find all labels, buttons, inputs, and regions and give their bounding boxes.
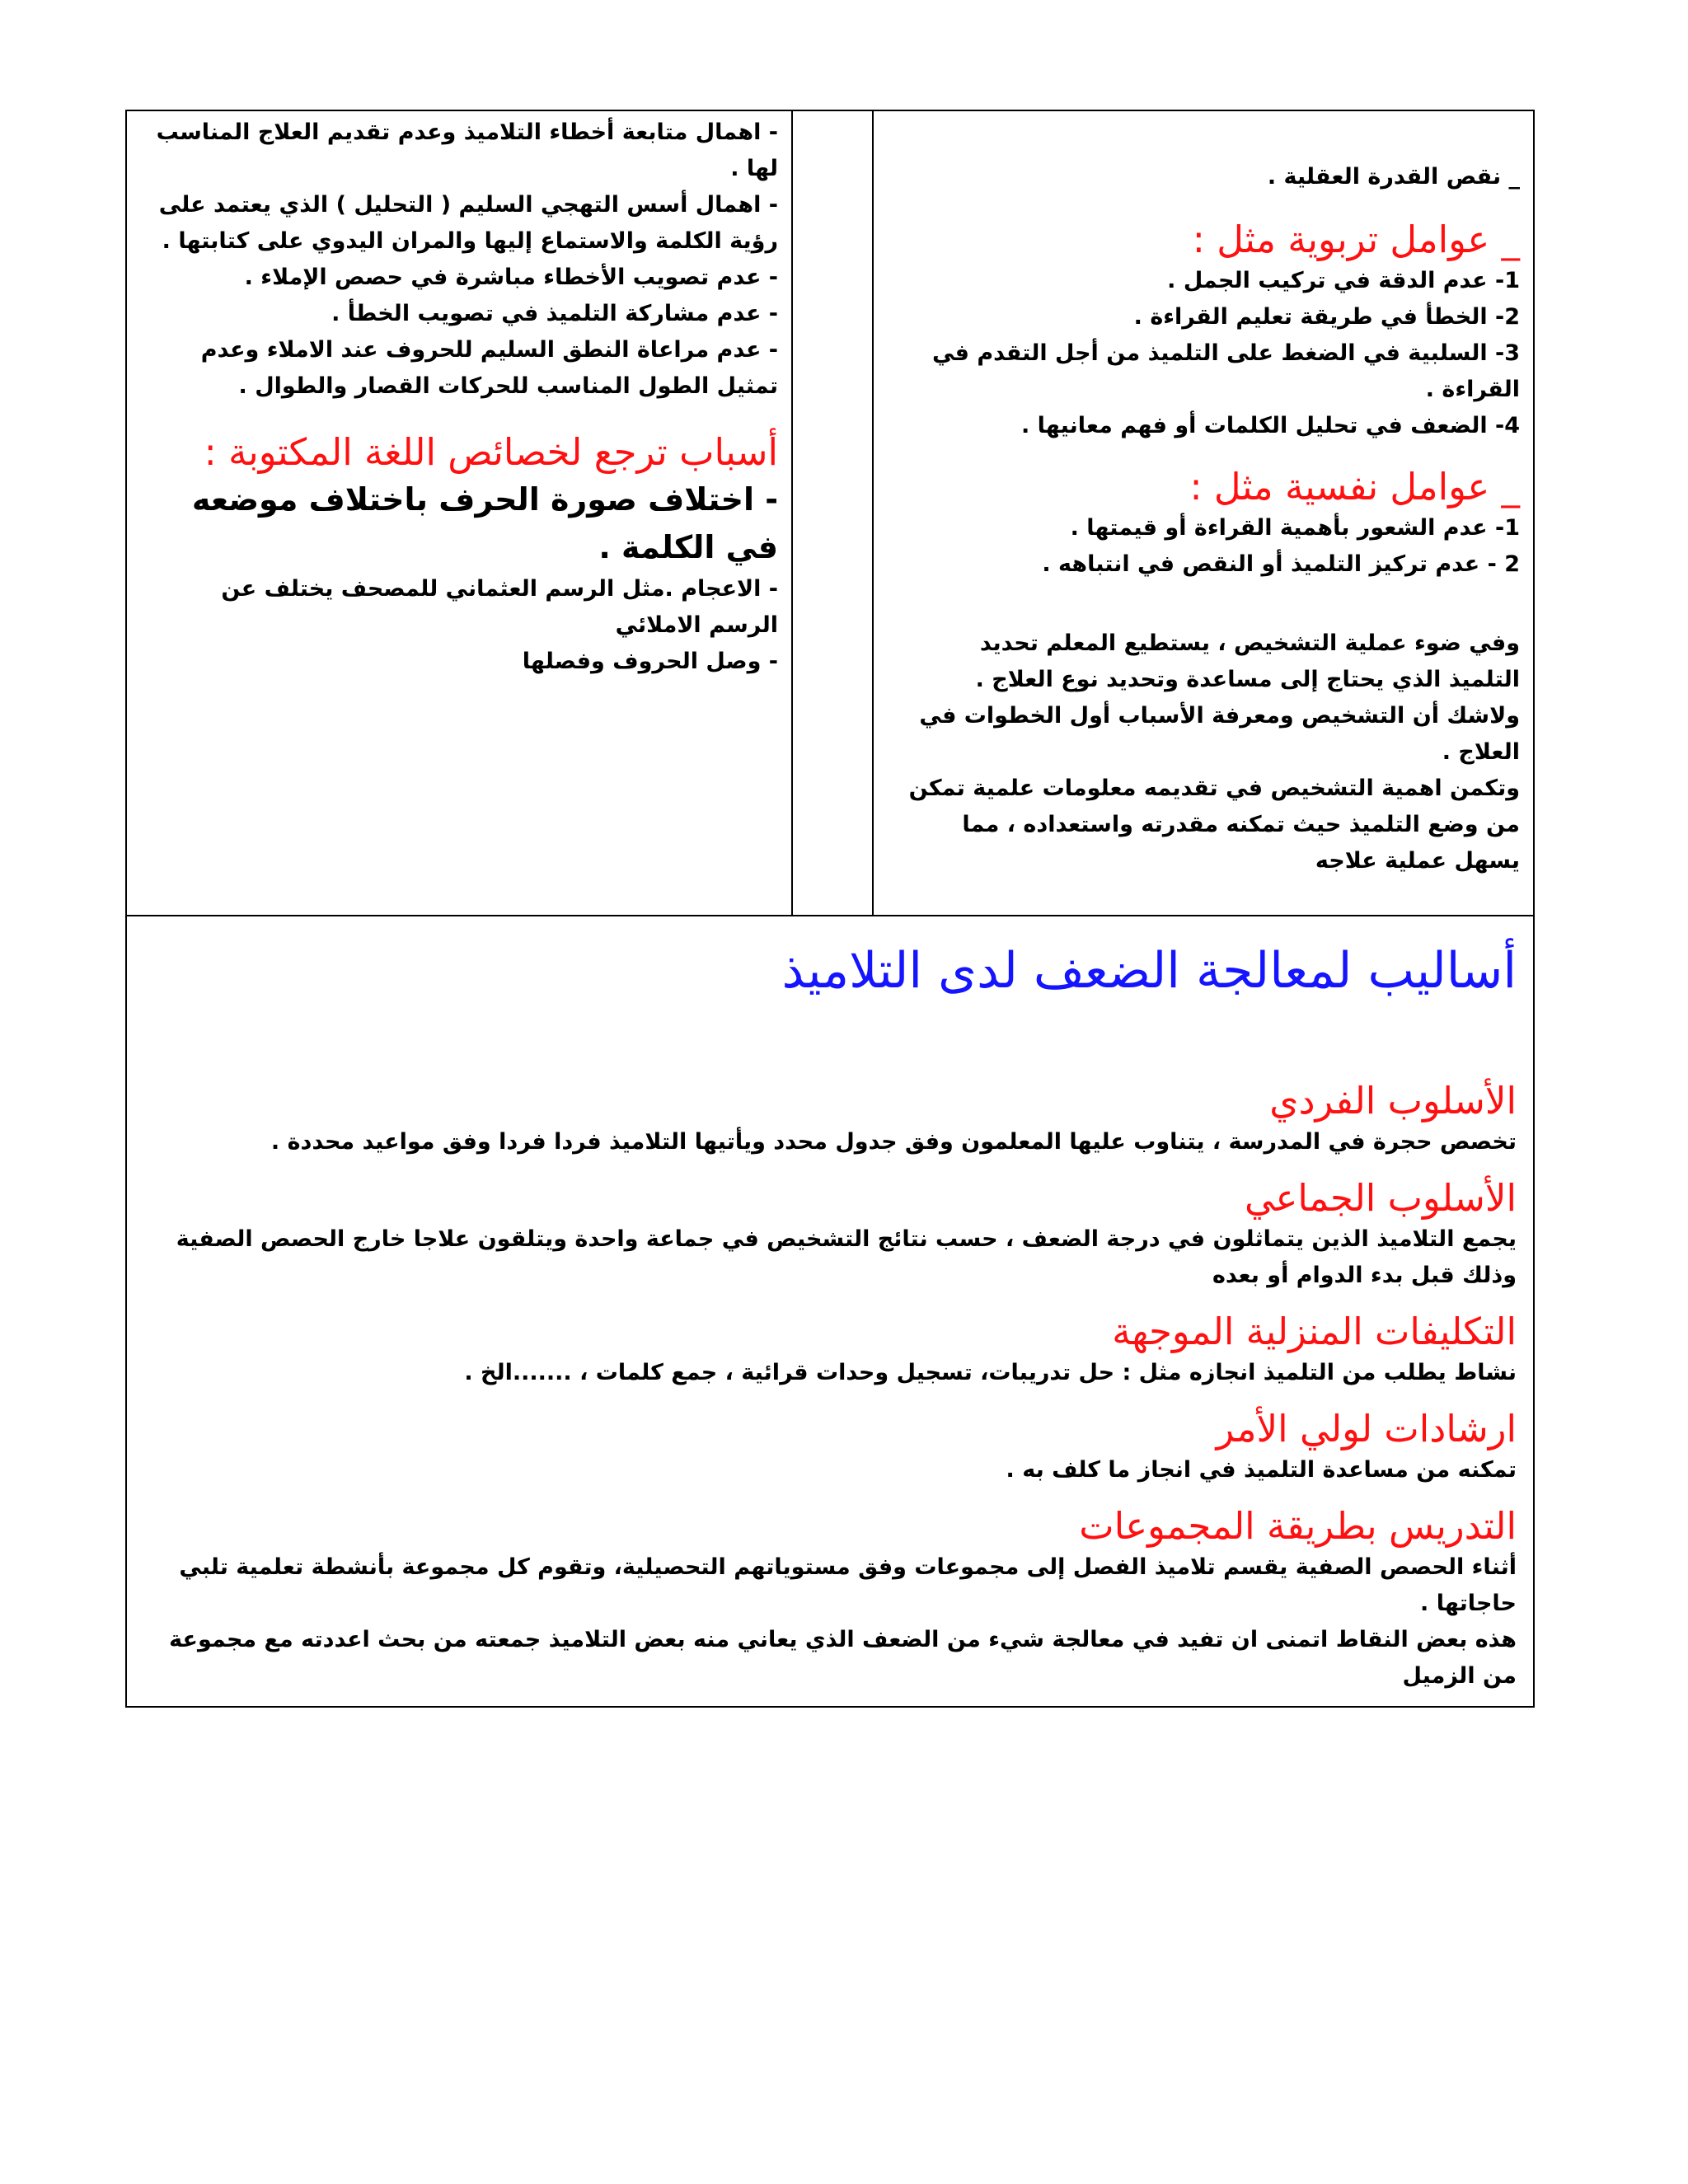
section-text: نشاط يطلب من التلميذ انجازه مثل : حل تدريبات، تسجيل وحدات قرائية ، جمع كلمات ، .......الخ . bbox=[464, 1360, 1517, 1385]
section-groups-teaching bbox=[143, 1503, 1517, 1694]
language-causes-heading: أسباب ترجع لخصائص اللغة المكتوبة : bbox=[204, 430, 778, 474]
list-item: 2 - عدم تركيز التلميذ أو النقص في انتباهه . bbox=[1042, 551, 1520, 577]
list-item: - اهمال متابعة أخطاء التلاميذ وعدم تقديم العلاج المناسب لها . bbox=[156, 120, 778, 181]
psy-heading: _ عوامل نفسية مثل : bbox=[1189, 465, 1520, 509]
highlight-item: - اختلاف صورة الحرف باختلاف موضعه في الكلمة . bbox=[191, 481, 778, 565]
edu-list bbox=[907, 263, 1520, 444]
list-item: 2- الخطأ في طريقة تعليم القراءة . bbox=[1133, 304, 1520, 330]
document-table bbox=[125, 110, 1535, 1708]
psy-list bbox=[907, 510, 1520, 583]
list-item: - عدم تصويب الأخطاء مباشرة في حصص الإملاء . bbox=[244, 265, 778, 290]
diagnosis-paragraphs bbox=[907, 626, 1520, 879]
list-item: 1- عدم الدقة في تركيب الجمل . bbox=[1167, 268, 1520, 293]
closing-note: هذه بعض النقاط اتمنى ان تفيد في معالجة شيء من الضعف الذي يعاني منه بعض التلاميذ جمعته من بحث اعددته مع مجموعة من الزميل bbox=[169, 1627, 1517, 1689]
list-item: 4- الضعف في تحليل الكلمات أو فهم معانيها . bbox=[1020, 413, 1520, 438]
list-item: - عدم مشاركة التلميذ في تصويب الخطأ . bbox=[331, 301, 778, 326]
methods-title: أساليب لمعالجة الضعف لدى التلاميذ bbox=[781, 942, 1517, 1000]
table-row-bottom bbox=[127, 916, 1533, 1706]
left-column bbox=[127, 111, 791, 915]
paragraph: وفي ضوء عملية التشخيص ، يستطيع المعلم تحديد التلميذ الذي يحتاج إلى مساعدة وتحديد نوع العلاج . bbox=[975, 630, 1520, 692]
list-item: - الاعجام .مثل الرسم العثماني للمصحف يختلف عن الرسم الاملائي bbox=[221, 576, 778, 638]
section-heading: التدريس بطريقة المجموعات bbox=[1079, 1504, 1517, 1548]
section-homework bbox=[143, 1309, 1517, 1391]
edu-heading: _ عوامل تربوية مثل : bbox=[1192, 218, 1520, 261]
list-item: 3- السلبية في الضغط على التلميذ من أجل التقدم في القراءة . bbox=[931, 340, 1520, 402]
list-item: - وصل الحروف وفصلها bbox=[522, 649, 778, 674]
section-text: يجمع التلاميذ الذين يتماثلون في درجة الضعف ، حسب نتائج التشخيص في جماعة واحدة ويتلقون علاجا خارج الحصص الصفية وذلك قبل بدء الدوام أو بعده bbox=[176, 1226, 1517, 1288]
list-item: 1- عدم الشعور بأهمية القراءة أو قيمتها . bbox=[1070, 515, 1520, 541]
section-text: أثناء الحصص الصفية يقسم تلاميذ الفصل إلى مجموعات وفق مستوياتهم التحصيلية، وتقوم كل مجموعة بأنشطة تعلمية تلبي حاجاتها . bbox=[179, 1554, 1517, 1616]
paragraph: ولاشك أن التشخيص ومعرفة الأسباب أول الخطوات في العلاج . bbox=[919, 703, 1520, 765]
paragraph: وتكمن اهمية التشخيص في تقديمه معلومات علمية تمكن من وضع التلميذ حيث تمكنه مقدرته واستعداده ، مما يسهل عملية علاجه bbox=[908, 776, 1520, 874]
section-parents bbox=[143, 1406, 1517, 1488]
section-individual bbox=[143, 1078, 1517, 1160]
section-group bbox=[143, 1175, 1517, 1294]
right-column bbox=[872, 111, 1533, 915]
section-heading: الأسلوب الجماعي bbox=[1244, 1176, 1517, 1220]
middle-column bbox=[791, 111, 872, 915]
section-text: تمكنه من مساعدة التلميذ في انجاز ما كلف به . bbox=[1006, 1457, 1517, 1483]
section-heading: التكليفات المنزلية الموجهة bbox=[1112, 1310, 1517, 1353]
section-heading: الأسلوب الفردي bbox=[1269, 1079, 1517, 1122]
section-text: تخصص حجرة في المدرسة ، يتناوب عليها المعلمون وفق جدول محدد ويأتيها التلاميذ فردا فردا وفق مواعيد محددة . bbox=[270, 1129, 1517, 1155]
table-row-top bbox=[127, 111, 1533, 916]
list-item: - عدم مراعاة النطق السليم للحروف عند الاملاء وعدم تمثيل الطول المناسب للحركات القصار والطوال . bbox=[200, 337, 778, 399]
causes-list bbox=[145, 115, 778, 405]
section-heading: ارشادات لولي الأمر bbox=[1216, 1407, 1517, 1451]
list-item: - اهمال أسس التهجي السليم ( التحليل ) الذي يعتمد على رؤية الكلمة والاستماع إليها والمران اليدوي على كتابتها . bbox=[158, 192, 778, 254]
intro-line: _ نقص القدرة العقلية . bbox=[1267, 164, 1520, 190]
